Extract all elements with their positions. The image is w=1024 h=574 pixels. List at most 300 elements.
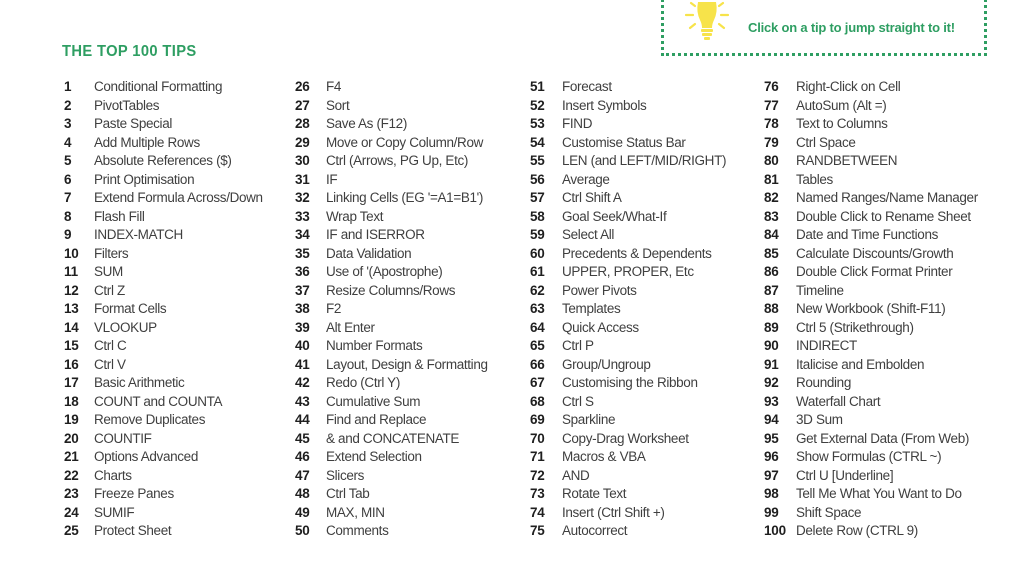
tip-number: 16 xyxy=(64,356,79,372)
tip-number: 80 xyxy=(764,153,779,168)
tip-link[interactable]: INDIRECT xyxy=(796,338,857,353)
tip-item[interactable] xyxy=(764,393,978,412)
tip-item[interactable] xyxy=(530,448,726,467)
tip-item[interactable] xyxy=(295,411,488,430)
tip-link[interactable]: SUM xyxy=(94,264,123,279)
tip-link[interactable]: Group/Ungroup xyxy=(562,356,651,372)
tip-link[interactable]: Rounding xyxy=(796,375,851,390)
tip-item[interactable] xyxy=(764,485,978,504)
tip-link[interactable]: IF xyxy=(326,171,338,187)
tip-item[interactable] xyxy=(530,226,726,245)
tip-number: 40 xyxy=(295,338,310,353)
tip-link[interactable]: PivotTables xyxy=(94,97,160,113)
tip-item[interactable] xyxy=(64,97,263,116)
tip-number: 13 xyxy=(64,301,79,316)
tip-link[interactable]: Options Advanced xyxy=(94,449,198,464)
tip-item[interactable] xyxy=(64,467,263,486)
tip-link[interactable]: Find and Replace xyxy=(326,412,427,427)
tip-number: 62 xyxy=(530,282,545,298)
tip-item[interactable] xyxy=(764,226,978,245)
tip-link[interactable]: F2 xyxy=(326,301,342,316)
tip-item[interactable] xyxy=(764,245,978,264)
tip-item[interactable] xyxy=(64,134,263,153)
tip-number: 42 xyxy=(295,375,310,390)
tip-link[interactable]: Customising the Ribbon xyxy=(562,375,698,390)
tip-number: 89 xyxy=(764,319,779,335)
tip-number: 18 xyxy=(64,393,79,409)
tip-number: 57 xyxy=(530,190,545,205)
tip-item[interactable] xyxy=(295,208,488,227)
tip-number: 37 xyxy=(295,282,310,298)
tip-link[interactable]: RANDBETWEEN xyxy=(796,153,898,168)
tip-item[interactable] xyxy=(530,300,726,319)
tip-number: 51 xyxy=(530,79,545,94)
tip-item[interactable] xyxy=(295,263,488,282)
tip-item[interactable] xyxy=(295,356,488,375)
tip-number: 21 xyxy=(64,449,79,464)
tip-item[interactable] xyxy=(764,171,978,190)
tip-number: 39 xyxy=(295,319,310,335)
tip-link[interactable]: Rotate Text xyxy=(562,486,627,501)
tip-link[interactable]: Ctrl U [Underline] xyxy=(796,467,894,483)
tip-link[interactable]: New Workbook (Shift-F11) xyxy=(796,301,946,316)
tip-item[interactable] xyxy=(64,226,263,245)
tip-item[interactable] xyxy=(295,522,488,541)
tip-number: 70 xyxy=(530,430,545,446)
tip-link[interactable]: Insert (Ctrl Shift +) xyxy=(562,504,665,520)
tip-item[interactable] xyxy=(764,300,978,319)
tip-link[interactable]: Absolute References ($) xyxy=(94,153,232,168)
tip-link[interactable]: Alt Enter xyxy=(326,319,375,335)
tip-link[interactable]: Tell Me What You Want to Do xyxy=(796,486,962,501)
tip-number: 75 xyxy=(530,523,545,538)
tip-link[interactable]: Shift Space xyxy=(796,504,862,520)
tip-item[interactable] xyxy=(530,485,726,504)
tip-item[interactable] xyxy=(530,337,726,356)
tip-link[interactable]: Protect Sheet xyxy=(94,523,172,538)
tip-link[interactable]: Conditional Formatting xyxy=(94,79,223,94)
tip-link[interactable]: Print Optimisation xyxy=(94,171,195,187)
tip-number: 29 xyxy=(295,134,310,150)
tip-item[interactable] xyxy=(530,134,726,153)
tip-number: 58 xyxy=(530,208,545,224)
tip-item[interactable] xyxy=(764,97,978,116)
tip-number: 66 xyxy=(530,356,545,372)
tip-link[interactable]: Tables xyxy=(796,171,833,187)
tip-link[interactable]: Insert Symbols xyxy=(562,97,647,113)
tip-item[interactable] xyxy=(530,356,726,375)
tip-number: 64 xyxy=(530,319,545,335)
tip-item[interactable] xyxy=(295,78,488,97)
tip-link[interactable]: Templates xyxy=(562,301,621,316)
tip-link[interactable]: COUNTIF xyxy=(94,430,152,446)
tip-number: 96 xyxy=(764,449,779,464)
tip-number: 87 xyxy=(764,282,779,298)
tip-number: 85 xyxy=(764,245,779,261)
tip-number: 4 xyxy=(64,134,72,150)
tip-item[interactable] xyxy=(764,263,978,282)
tip-number: 55 xyxy=(530,153,545,168)
tip-item[interactable] xyxy=(64,152,263,171)
tip-link[interactable]: Resize Columns/Rows xyxy=(326,282,456,298)
lightbulb-icon xyxy=(682,0,732,44)
tip-item[interactable] xyxy=(295,189,488,208)
tip-link[interactable]: Double Click to Rename Sheet xyxy=(796,208,971,224)
tip-item[interactable] xyxy=(64,337,263,356)
tip-number: 43 xyxy=(295,393,310,409)
tip-link[interactable]: & and CONCATENATE xyxy=(326,430,460,446)
tip-link[interactable]: Add Multiple Rows xyxy=(94,134,200,150)
tip-link[interactable]: Freeze Panes xyxy=(94,486,174,501)
tip-item[interactable] xyxy=(764,78,978,97)
tip-link[interactable]: Named Ranges/Name Manager xyxy=(796,190,978,205)
tip-item[interactable] xyxy=(295,467,488,486)
tip-number: 15 xyxy=(64,338,79,353)
tip-number: 34 xyxy=(295,227,310,242)
tip-link[interactable]: Right-Click on Cell xyxy=(796,79,901,94)
tip-number: 9 xyxy=(64,227,72,242)
tip-item[interactable] xyxy=(764,152,978,171)
tip-number: 84 xyxy=(764,227,779,242)
tip-item[interactable] xyxy=(530,393,726,412)
tip-number: 8 xyxy=(64,208,72,224)
tip-link[interactable]: Ctrl Space xyxy=(796,134,856,150)
tip-number: 93 xyxy=(764,393,779,409)
tip-number: 10 xyxy=(64,245,79,261)
tip-item[interactable] xyxy=(530,282,726,301)
tip-item[interactable] xyxy=(530,411,726,430)
tip-link[interactable]: LEN (and LEFT/MID/RIGHT) xyxy=(562,153,727,168)
tip-item[interactable] xyxy=(530,152,726,171)
tip-item[interactable] xyxy=(764,337,978,356)
tip-link[interactable]: Wrap Text xyxy=(326,208,384,224)
tip-number: 92 xyxy=(764,375,779,390)
tip-item[interactable] xyxy=(64,171,263,190)
tip-link[interactable]: Slicers xyxy=(326,467,365,483)
tip-number: 83 xyxy=(764,208,779,224)
callout-text: Click on a tip to jump straight to it! xyxy=(748,20,955,35)
tip-item[interactable] xyxy=(764,504,978,523)
tip-number: 78 xyxy=(764,116,779,131)
tip-item[interactable] xyxy=(764,430,978,449)
tip-item[interactable] xyxy=(64,393,263,412)
tip-item[interactable] xyxy=(764,522,978,541)
tip-item[interactable] xyxy=(295,374,488,393)
tip-link[interactable]: AND xyxy=(562,467,590,483)
tip-link[interactable]: Ctrl (Arrows, PG Up, Etc) xyxy=(326,153,469,168)
tip-item[interactable] xyxy=(530,319,726,338)
tip-number: 17 xyxy=(64,375,79,390)
tip-item[interactable] xyxy=(295,337,488,356)
tip-number: 20 xyxy=(64,430,79,446)
tip-number: 30 xyxy=(295,153,310,168)
tip-number: 68 xyxy=(530,393,545,409)
tip-link[interactable]: Extend Selection xyxy=(326,449,422,464)
page-title: THE TOP 100 TIPS xyxy=(62,43,197,60)
tip-number: 19 xyxy=(64,412,79,427)
tip-item[interactable] xyxy=(64,485,263,504)
tip-link[interactable]: Precedents & Dependents xyxy=(562,245,712,261)
tip-number: 5 xyxy=(64,153,72,168)
tip-number: 7 xyxy=(64,190,72,205)
tip-link[interactable]: AutoSum (Alt =) xyxy=(796,97,887,113)
tips-column-1 xyxy=(64,78,263,541)
tip-link[interactable]: UPPER, PROPER, Etc xyxy=(562,264,694,279)
tip-item[interactable] xyxy=(530,263,726,282)
tip-item[interactable] xyxy=(295,115,488,134)
tip-item[interactable] xyxy=(295,171,488,190)
tip-number: 88 xyxy=(764,301,779,316)
tip-link[interactable]: Basic Arithmetic xyxy=(94,375,185,390)
tip-link[interactable]: Forecast xyxy=(562,79,612,94)
tip-link[interactable]: MAX, MIN xyxy=(326,504,385,520)
tip-number: 22 xyxy=(64,467,79,483)
tip-number: 27 xyxy=(295,97,310,113)
tip-link[interactable]: Ctrl Tab xyxy=(326,486,370,501)
tip-item[interactable] xyxy=(530,78,726,97)
tip-number: 77 xyxy=(764,97,779,113)
tip-item[interactable] xyxy=(530,374,726,393)
tip-link[interactable]: FIND xyxy=(562,116,593,131)
tip-item[interactable] xyxy=(295,226,488,245)
tip-item[interactable] xyxy=(295,282,488,301)
tip-item[interactable] xyxy=(64,189,263,208)
tip-item[interactable] xyxy=(530,115,726,134)
tip-item[interactable] xyxy=(764,356,978,375)
tip-number: 99 xyxy=(764,504,779,520)
tip-link[interactable]: Number Formats xyxy=(326,338,423,353)
tip-link[interactable]: Ctrl Shift A xyxy=(562,190,622,205)
tip-number: 91 xyxy=(764,356,779,372)
tip-number: 26 xyxy=(295,79,310,94)
tip-item[interactable] xyxy=(530,504,726,523)
tip-number: 38 xyxy=(295,301,310,316)
tip-link[interactable]: Ctrl V xyxy=(94,356,126,372)
tip-link[interactable]: Get External Data (From Web) xyxy=(796,430,970,446)
tip-number: 72 xyxy=(530,467,545,483)
tip-link[interactable]: Move or Copy Column/Row xyxy=(326,134,484,150)
tip-number: 48 xyxy=(295,486,310,501)
tip-link[interactable]: Ctrl 5 (Strikethrough) xyxy=(796,319,914,335)
tip-number: 14 xyxy=(64,319,79,335)
tip-link[interactable]: Show Formulas (CTRL ~) xyxy=(796,449,942,464)
tip-item[interactable] xyxy=(295,97,488,116)
tip-number: 74 xyxy=(530,504,545,520)
tip-number: 98 xyxy=(764,486,779,501)
tip-number: 100 xyxy=(764,523,786,538)
tip-link[interactable]: Quick Access xyxy=(562,319,639,335)
tip-link[interactable]: Format Cells xyxy=(94,301,167,316)
tip-item[interactable] xyxy=(64,448,263,467)
tip-number: 6 xyxy=(64,171,72,187)
tips-column-4 xyxy=(764,78,978,541)
tip-item[interactable] xyxy=(295,430,488,449)
tip-item[interactable] xyxy=(64,319,263,338)
tip-item[interactable] xyxy=(530,189,726,208)
tip-link[interactable]: F4 xyxy=(326,79,342,94)
tip-link[interactable]: Use of '(Apostrophe) xyxy=(326,264,443,279)
tip-item[interactable] xyxy=(64,208,263,227)
tip-link[interactable]: Linking Cells (EG '=A1=B1') xyxy=(326,190,484,205)
tip-item[interactable] xyxy=(295,300,488,319)
tip-item[interactable] xyxy=(530,430,726,449)
tip-number: 63 xyxy=(530,301,545,316)
tip-link[interactable]: Data Validation xyxy=(326,245,412,261)
tip-number: 28 xyxy=(295,116,310,131)
tip-number: 46 xyxy=(295,449,310,464)
tip-number: 3 xyxy=(64,116,72,131)
tip-item[interactable] xyxy=(64,300,263,319)
tip-number: 32 xyxy=(295,190,310,205)
tip-item[interactable] xyxy=(530,208,726,227)
tip-link[interactable]: Ctrl S xyxy=(562,393,594,409)
tip-item[interactable] xyxy=(764,282,978,301)
tip-item[interactable] xyxy=(295,504,488,523)
tip-item[interactable] xyxy=(64,263,263,282)
tip-number: 97 xyxy=(764,467,779,483)
tip-number: 94 xyxy=(764,412,779,427)
tip-link[interactable]: Save As (F12) xyxy=(326,116,407,131)
tip-link[interactable]: Flash Fill xyxy=(94,208,145,224)
tip-number: 35 xyxy=(295,245,310,261)
tip-item[interactable] xyxy=(530,171,726,190)
tip-number: 41 xyxy=(295,356,310,372)
tip-item[interactable] xyxy=(64,356,263,375)
tip-number: 11 xyxy=(64,264,78,279)
tip-number: 65 xyxy=(530,338,545,353)
tip-number: 79 xyxy=(764,134,779,150)
tip-item[interactable] xyxy=(64,78,263,97)
tip-link[interactable]: VLOOKUP xyxy=(94,319,157,335)
tip-number: 52 xyxy=(530,97,545,113)
tip-number: 54 xyxy=(530,134,545,150)
tip-number: 95 xyxy=(764,430,779,446)
tip-link[interactable]: Layout, Design & Formatting xyxy=(326,356,488,372)
tip-item[interactable] xyxy=(764,134,978,153)
tip-number: 2 xyxy=(64,97,72,113)
tip-link[interactable]: Remove Duplicates xyxy=(94,412,206,427)
tip-link[interactable]: Extend Formula Across/Down xyxy=(94,190,263,205)
tip-link[interactable]: Double Click Format Printer xyxy=(796,264,953,279)
tip-link[interactable]: Delete Row (CTRL 9) xyxy=(796,523,918,538)
tip-link[interactable]: IF and ISERROR xyxy=(326,227,425,242)
tip-item[interactable] xyxy=(764,448,978,467)
tip-number: 25 xyxy=(64,523,79,538)
tip-link[interactable]: 3D Sum xyxy=(796,412,843,427)
tip-item[interactable] xyxy=(64,411,263,430)
tip-item[interactable] xyxy=(764,467,978,486)
tip-number: 12 xyxy=(64,282,79,298)
tip-number: 45 xyxy=(295,430,310,446)
tip-item[interactable] xyxy=(295,152,488,171)
tip-link[interactable]: Macros & VBA xyxy=(562,449,646,464)
tip-item[interactable] xyxy=(295,319,488,338)
tip-item[interactable] xyxy=(64,374,263,393)
tip-link[interactable]: Date and Time Functions xyxy=(796,227,939,242)
tip-link[interactable]: Copy-Drag Worksheet xyxy=(562,430,689,446)
tip-item[interactable] xyxy=(764,411,978,430)
tip-number: 56 xyxy=(530,171,545,187)
tip-link[interactable]: Filters xyxy=(94,245,129,261)
tip-number: 69 xyxy=(530,412,545,427)
tip-link[interactable]: INDEX-MATCH xyxy=(94,227,183,242)
tip-item[interactable] xyxy=(64,115,263,134)
tip-number: 81 xyxy=(764,171,779,187)
tip-link[interactable]: Ctrl P xyxy=(562,338,594,353)
tip-link[interactable]: Sparkline xyxy=(562,412,616,427)
tip-link[interactable]: SUMIF xyxy=(94,504,135,520)
tip-number: 1 xyxy=(64,79,72,94)
tip-link[interactable]: Waterfall Chart xyxy=(796,393,881,409)
tip-item[interactable] xyxy=(64,504,263,523)
tip-number: 53 xyxy=(530,116,545,131)
tip-number: 90 xyxy=(764,338,779,353)
tip-link[interactable]: Autocorrect xyxy=(562,523,628,538)
tip-number: 31 xyxy=(295,171,310,187)
tip-link[interactable]: Paste Special xyxy=(94,116,172,131)
tip-link[interactable]: Calculate Discounts/Growth xyxy=(796,245,954,261)
tip-number: 23 xyxy=(64,486,79,501)
tip-link[interactable]: Text to Columns xyxy=(796,116,888,131)
tip-item[interactable] xyxy=(764,115,978,134)
tip-item[interactable] xyxy=(64,245,263,264)
tip-callout xyxy=(661,0,987,56)
tip-link[interactable]: Redo (Ctrl Y) xyxy=(326,375,400,390)
tip-number: 76 xyxy=(764,79,779,94)
tip-item[interactable] xyxy=(295,448,488,467)
tip-link[interactable]: Average xyxy=(562,171,610,187)
tip-item[interactable] xyxy=(764,208,978,227)
tip-link[interactable]: Goal Seek/What-If xyxy=(562,208,667,224)
tip-link[interactable]: Ctrl Z xyxy=(94,282,125,298)
tip-item[interactable] xyxy=(530,467,726,486)
tip-number: 36 xyxy=(295,264,310,279)
tip-item[interactable] xyxy=(764,374,978,393)
tip-link[interactable]: Power Pivots xyxy=(562,282,637,298)
tip-item[interactable] xyxy=(64,430,263,449)
tip-number: 47 xyxy=(295,467,310,483)
tip-link[interactable]: Comments xyxy=(326,523,389,538)
tip-item[interactable] xyxy=(295,134,488,153)
tip-link[interactable]: Italicise and Embolden xyxy=(796,356,925,372)
tip-link[interactable]: COUNT and COUNTA xyxy=(94,393,223,409)
tip-number: 24 xyxy=(64,504,79,520)
tip-link[interactable]: Ctrl C xyxy=(94,338,127,353)
tip-number: 50 xyxy=(295,523,310,538)
tip-item[interactable] xyxy=(530,522,726,541)
tip-item[interactable] xyxy=(295,485,488,504)
tip-number: 49 xyxy=(295,504,310,520)
tip-link[interactable]: Customise Status Bar xyxy=(562,134,686,150)
tip-item[interactable] xyxy=(64,522,263,541)
tip-number: 71 xyxy=(530,449,545,464)
tip-item[interactable] xyxy=(764,319,978,338)
tip-link[interactable]: Select All xyxy=(562,227,615,242)
tip-item[interactable] xyxy=(295,245,488,264)
tip-number: 73 xyxy=(530,486,545,501)
tip-link[interactable]: Timeline xyxy=(796,282,844,298)
tip-number: 82 xyxy=(764,190,779,205)
tip-link[interactable]: Cumulative Sum xyxy=(326,393,421,409)
tip-item[interactable] xyxy=(764,189,978,208)
tip-number: 86 xyxy=(764,264,779,279)
tip-item[interactable] xyxy=(64,282,263,301)
tip-item[interactable] xyxy=(530,245,726,264)
tip-item[interactable] xyxy=(530,97,726,116)
tip-item[interactable] xyxy=(295,393,488,412)
tip-link[interactable]: Charts xyxy=(94,467,132,483)
tip-link[interactable]: Sort xyxy=(326,97,350,113)
